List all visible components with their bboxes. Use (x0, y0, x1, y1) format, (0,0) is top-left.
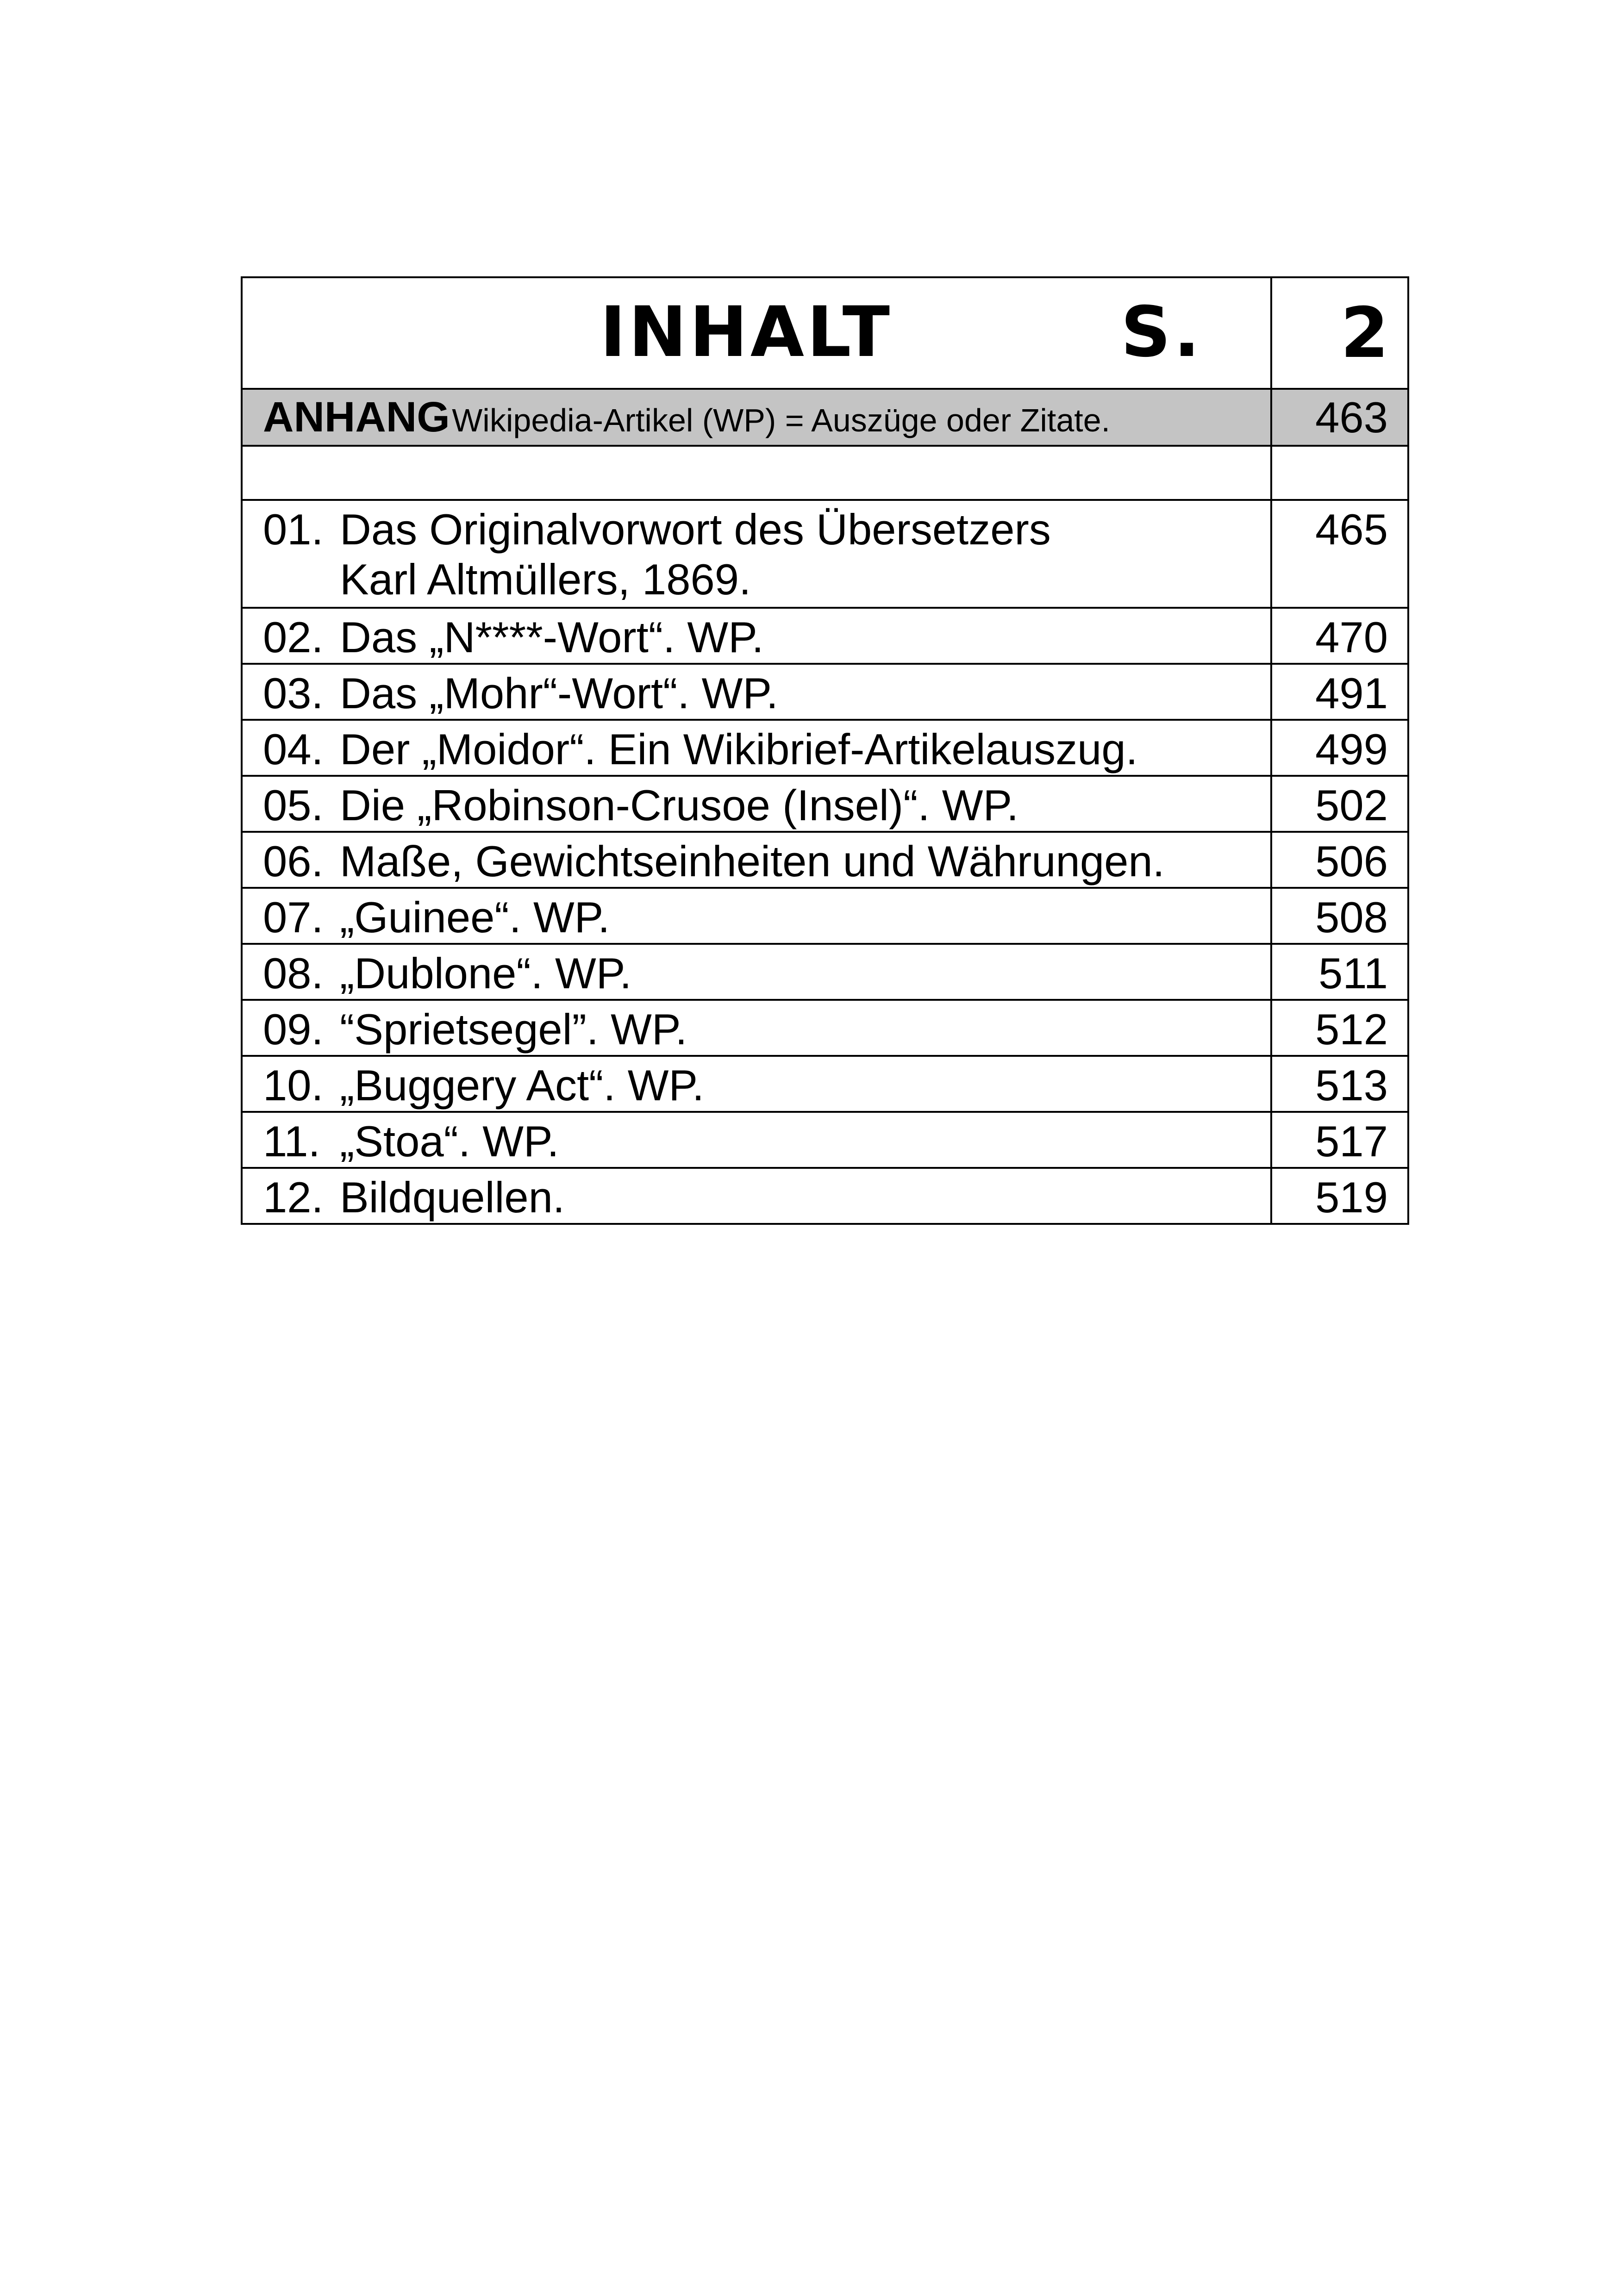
toc-entry-page: 512 (1271, 1000, 1408, 1056)
header-page-number: 2 (1271, 277, 1408, 389)
toc-entry-row (242, 500, 1408, 608)
toc-entry-text: Das „N****-Wort“. WP. (340, 613, 764, 661)
toc-entry-number: 11. (263, 1117, 320, 1166)
toc-entry-row (242, 776, 1408, 832)
toc-entry-text: Das Originalvorwort des Übersetzers (340, 505, 1051, 554)
toc-entry-title (242, 608, 1271, 664)
toc-entry-number: 07. (263, 893, 324, 942)
toc-entry-page: 465 (1271, 500, 1408, 608)
anhang-page-number: 463 (1271, 389, 1408, 446)
blank-cell (242, 446, 1271, 500)
anhang-label: ANHANG (263, 393, 450, 441)
toc-entry-page: 499 (1271, 720, 1408, 776)
toc-entry-title (242, 776, 1271, 832)
toc-entry-row (242, 1000, 1408, 1056)
toc-entry-number: 09. (263, 1005, 324, 1054)
toc-entry-text: Bildquellen. (340, 1173, 565, 1222)
anhang-description: Wikipedia-Artikel (WP) = Auszüge oder Zitate. (452, 402, 1111, 438)
toc-entry-title (242, 664, 1271, 720)
toc-entry-row (242, 832, 1408, 888)
toc-entry-number: 04. (263, 725, 324, 773)
toc-entry-number: 03. (263, 669, 324, 717)
toc-entry-text: „Stoa“. WP. (340, 1117, 559, 1166)
toc-entry-row (242, 720, 1408, 776)
page-column-label: S. (1121, 292, 1203, 373)
anhang-title-cell (242, 389, 1271, 446)
table-of-contents (241, 276, 1409, 1225)
toc-header-row (242, 277, 1408, 389)
toc-entry-text-continued: Karl Altmüllers, 1869. (340, 555, 751, 604)
toc-entry-number: 12. (263, 1173, 324, 1222)
toc-entry-title (242, 1168, 1271, 1224)
toc-entry-text: Maße, Gewichtseinheiten und Währungen. (340, 837, 1165, 886)
toc-entry-text: Das „Mohr“-Wort“. WP. (340, 669, 779, 717)
toc-entry-row (242, 608, 1408, 664)
toc-entry-title (242, 1056, 1271, 1112)
toc-entry-title (242, 720, 1271, 776)
toc-entry-number: 02. (263, 613, 324, 661)
toc-entry-page: 470 (1271, 608, 1408, 664)
toc-entry-page: 502 (1271, 776, 1408, 832)
toc-entry-number: 06. (263, 837, 324, 886)
toc-entry-page: 508 (1271, 888, 1408, 944)
toc-entry-text: “Sprietsegel”. WP. (340, 1005, 687, 1054)
toc-entry-page: 517 (1271, 1112, 1408, 1168)
toc-entry-text: „Guinee“. WP. (340, 893, 610, 942)
toc-entry-title (242, 1000, 1271, 1056)
toc-entry-title (242, 888, 1271, 944)
toc-entry-row (242, 1112, 1408, 1168)
toc-entry-text: Der „Moidor“. Ein Wikibrief-Artikelauszug. (340, 725, 1138, 773)
toc-entry-text: Die „Robinson-Crusoe (Insel)“. WP. (340, 781, 1019, 829)
toc-entry-number: 10. (263, 1061, 324, 1110)
toc-entry-number: 01. (263, 505, 324, 554)
toc-entry-page: 506 (1271, 832, 1408, 888)
toc-entry-text: „Dublone“. WP. (340, 949, 632, 998)
toc-entry-row (242, 664, 1408, 720)
toc-entry-row (242, 888, 1408, 944)
toc-entry-text: „Buggery Act“. WP. (340, 1061, 705, 1110)
toc-entry-page: 513 (1271, 1056, 1408, 1112)
toc-entry-page: 491 (1271, 664, 1408, 720)
toc-entry-title (242, 832, 1271, 888)
toc-entry-title (242, 1112, 1271, 1168)
toc-header-cell (242, 277, 1271, 389)
toc-entry-row (242, 944, 1408, 1000)
page-title: INHALT (600, 292, 893, 373)
toc-entry-number: 05. (263, 781, 324, 829)
toc-entry-number: 08. (263, 949, 324, 998)
toc-entry-page: 519 (1271, 1168, 1408, 1224)
blank-cell (1271, 446, 1408, 500)
toc-entry-page: 511 (1271, 944, 1408, 1000)
toc-entry-title (242, 944, 1271, 1000)
toc-entry-title (242, 500, 1271, 608)
anhang-row (242, 389, 1408, 446)
toc-entry-row (242, 1168, 1408, 1224)
toc-entry-row (242, 1056, 1408, 1112)
blank-row (242, 446, 1408, 500)
